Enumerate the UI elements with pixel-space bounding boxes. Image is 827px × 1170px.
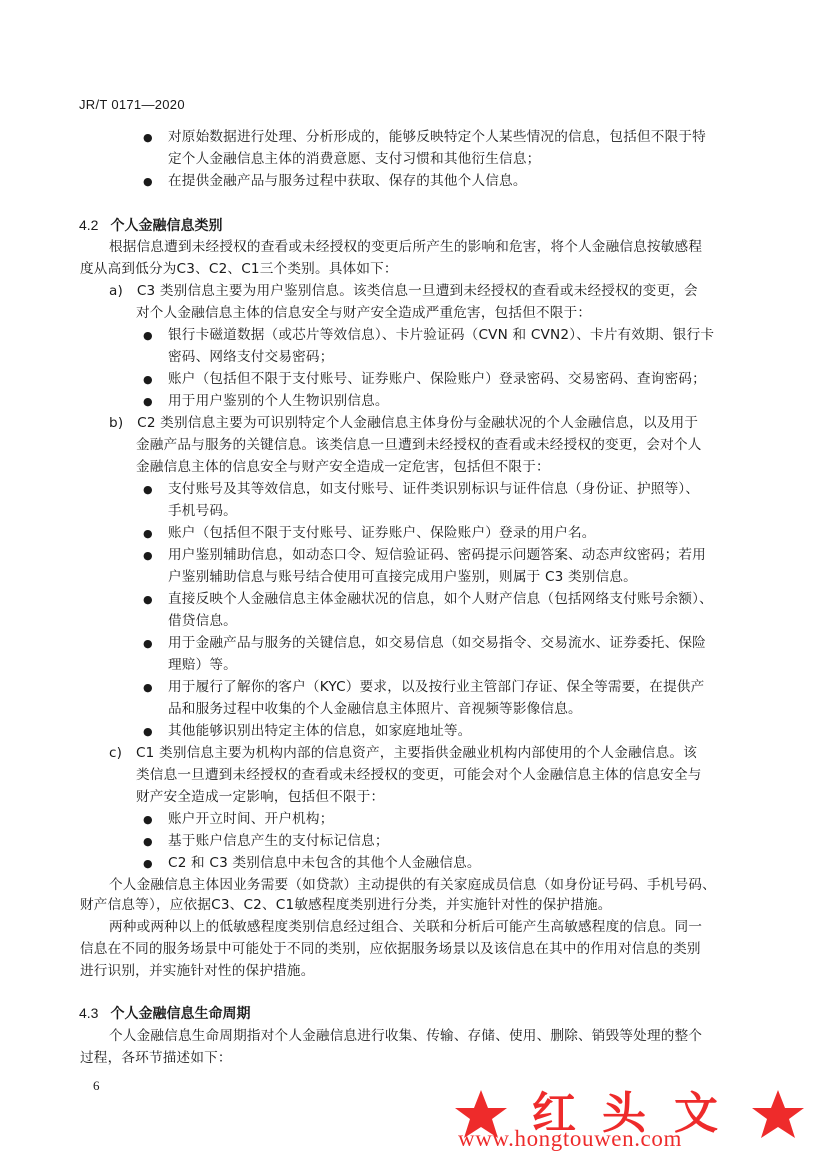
section-number: 4.2 [79,217,99,233]
bullet-icon: ● [143,549,153,562]
bullet-item-text: 银行卡磁道数据（或芯片等效信息）、卡片验证码（CVN 和 CVN2）、卡片有效期、银行卡 [168,327,715,343]
bullet-item-text: 账户开立时间、开户机构； [168,811,334,827]
paragraph-line: 手机号码。 [168,503,237,519]
paragraph-line: 根据信息遭到未经授权的查看或未经授权的变更后所产生的影响和危害，将个人金融信息按敏感程 [109,239,703,255]
bullet-item-text: 在提供金融产品与服务过程中获取、保存的其他个人信息。 [168,173,527,189]
paragraph-line: 财产信息等），应依据C3、C2、C1敏感程度类别进行分类，并实施针对性的保护措施。 [80,897,612,913]
bullet-item-text: 支付账号及其等效信息，如支付账号、证件类识别标识与证件信息（身份证、护照等）、 [168,481,700,497]
bullet-item-text: C2 和 C3 类别信息中未包含的其他个人金融信息。 [168,855,481,871]
bullet-item-text: 其他能够识别出特定主体的信息，如家庭地址等。 [168,723,472,739]
paragraph-line: 个人金融信息主体因业务需要（如贷款）主动提供的有关家庭成员信息（如身份证号码、手机号码、 [109,877,716,893]
bullet-icon: ● [143,593,153,606]
bullet-item-text: 用户鉴别辅助信息，如动态口令、短信验证码、密码提示问题答案、动态声纹密码；若用 [168,547,706,563]
watermark-char: 文 [674,1088,718,1139]
bullet-icon: ● [143,725,153,738]
paragraph-line: 定个人金融信息主体的消费意愿、支付习惯和其他衍生信息； [168,151,541,167]
watermark-char: 红 [532,1088,576,1139]
watermark-url: www.hongtouwen.com [458,1126,682,1151]
section-title: 个人金融信息生命周期 [110,1006,251,1022]
paragraph-line: 金融产品与服务的关键信息。该类信息一旦遭到未经授权的查看或未经授权的变更，会对个人 [136,437,702,453]
bullet-icon: ● [143,329,153,342]
bullet-icon: ● [143,395,153,408]
paragraph-line: 个人金融信息生命周期指对个人金融信息进行收集、传输、存储、使用、删除、销毁等处理的整个 [109,1028,703,1044]
paragraph-line: 两种或两种以上的低敏感程度类别信息经过组合、关联和分析后可能产生高敏感程度的信息。同一 [109,919,703,935]
section-number: 4.3 [79,1005,99,1021]
watermark-char: 头 [602,1088,646,1139]
paragraph-line: 度从高到低分为C3、C2、C1三个类别。具体如下： [80,261,398,277]
bullet-icon: ● [143,813,153,826]
bullet-item-text: 用于金融产品与服务的关键信息，如交易信息（如交易指令、交易流水、证券委托、保险 [168,635,706,651]
section-heading-4-3 [79,1003,250,1023]
paragraph-line: 对个人金融信息主体的信息安全与财产安全造成严重危害，包括但不限于： [136,305,592,321]
section-title: 个人金融信息类别 [110,218,223,234]
bullet-item-text: 账户（包括但不限于支付账号、证券账户、保险账户）登录密码、交易密码、查询密码； [168,371,706,387]
paragraph-line: 密码、网络支付交易密码； [168,349,334,365]
section-heading-4-2 [79,215,222,235]
bullet-icon: ● [143,637,153,650]
bullet-item-text: 对原始数据进行处理、分析形成的，能够反映特定个人某些情况的信息，包括但不限于特 [168,129,706,145]
paragraph-line: b) C2 类别信息主要为可识别特定个人金融信息主体身份与金融状况的个人金融信息，以及用于 [109,415,699,431]
paragraph-line: 金融信息主体的信息安全与财产安全造成一定危害，包括但不限于： [136,459,550,475]
bullet-icon: ● [143,857,153,870]
bullet-icon: ● [143,373,153,386]
paragraph-line: 借贷信息。 [168,613,237,629]
paragraph-line: 信息在不同的服务场景中可能处于不同的类别，应依据服务场景以及该信息在其中的作用对信息的类别 [80,941,701,957]
bullet-icon: ● [143,483,153,496]
star-icon [752,1090,804,1138]
paragraph-line: 类信息一旦遭到未经授权的查看或未经授权的变更，可能会对个人金融信息主体的信息安全与 [136,767,702,783]
bullet-item-text: 用于履行了解你的客户（KYC）要求，以及按行业主管部门存证、保全等需要，在提供产 [168,679,705,695]
bullet-icon: ● [143,835,153,848]
page-number: 6 [93,1078,100,1093]
paragraph-line: a) C3 类别信息主要为用户鉴别信息。该类信息一旦遭到未经授权的查看或未经授权的变更，会 [109,283,698,299]
document-code-header: JR/T 0171—2020 [79,97,185,112]
bullet-icon: ● [143,175,153,188]
paragraph-line: c) C1 类别信息主要为机构内部的信息资产，主要指供金融业机构内部使用的个人金融信息。该 [109,745,697,761]
paragraph-line: 户鉴别辅助信息与账号结合使用可直接完成用户鉴别，则属于 C3 类别信息。 [168,569,637,585]
paragraph-line: 财产安全造成一定影响，包括但不限于： [136,789,385,805]
paragraph-line: 过程，各环节描述如下： [80,1050,232,1066]
bullet-icon: ● [143,527,153,540]
paragraph-line: 理赔）等。 [168,657,237,673]
bullet-item-text: 用于用户鉴别的个人生物识别信息。 [168,393,389,409]
bullet-item-text: 账户（包括但不限于支付账号、证券账户、保险账户）登录的用户名。 [168,525,596,541]
bullet-icon: ● [143,681,153,694]
paragraph-line: 品和服务过程中收集的个人金融信息主体照片、音视频等影像信息。 [168,701,582,717]
bullet-icon: ● [143,131,153,144]
bullet-item-text: 直接反映个人金融信息主体金融状况的信息，如个人财产信息（包括网络支付账号余额）、 [168,591,713,607]
bullet-item-text: 基于账户信息产生的支付标记信息； [168,833,389,849]
paragraph-line: 进行识别，并实施针对性的保护措施。 [80,963,315,979]
